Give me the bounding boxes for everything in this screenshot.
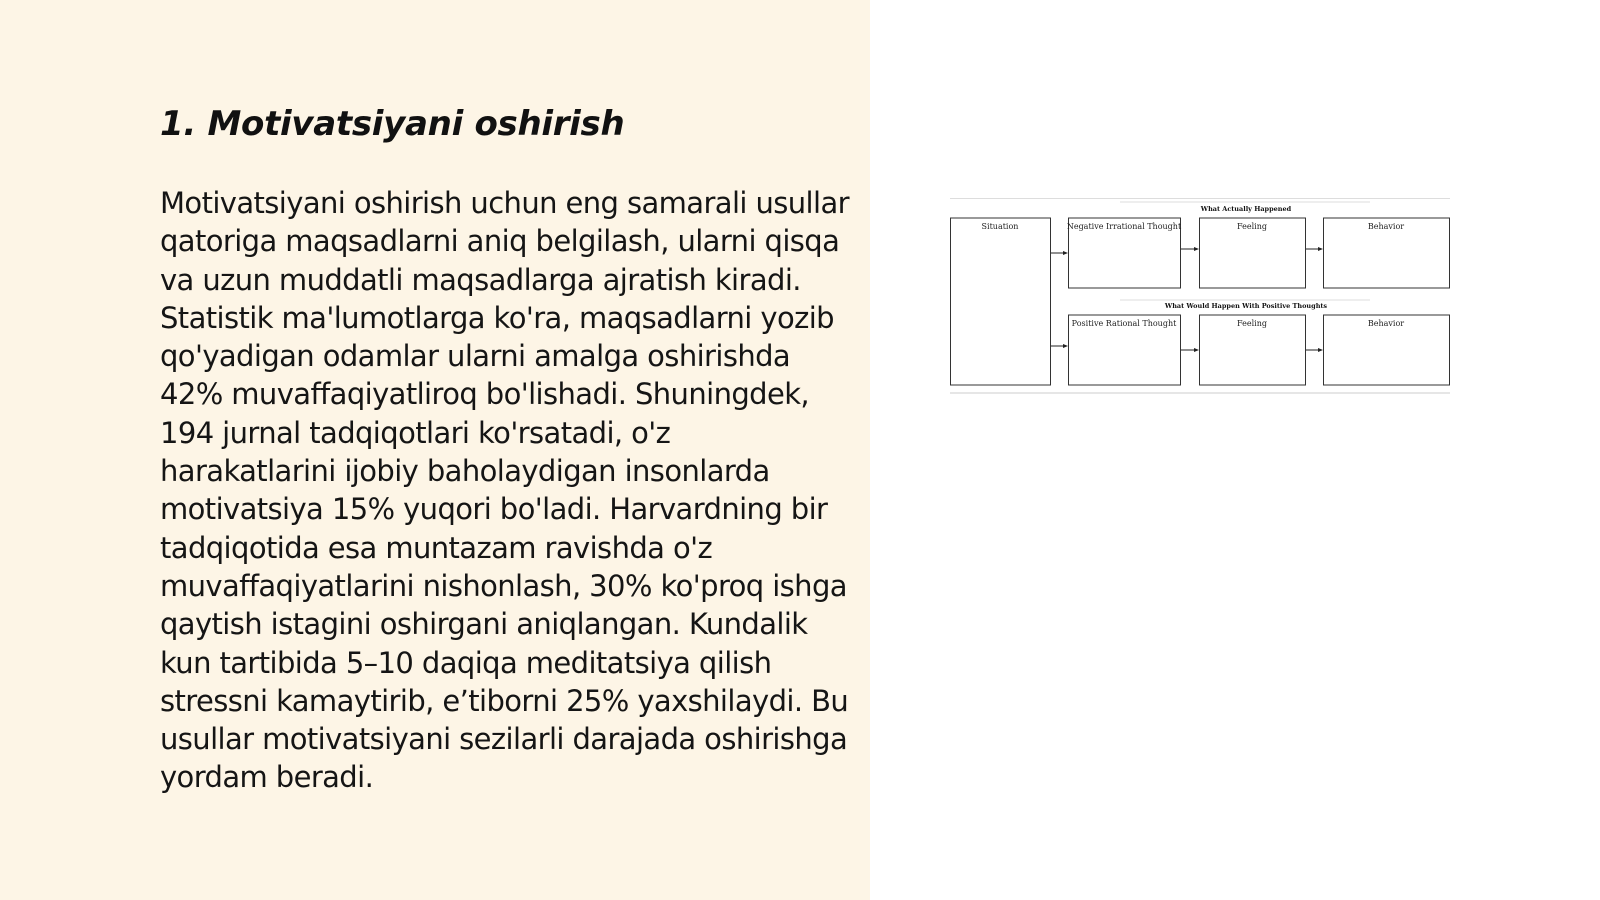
top-behavior-label: Behavior xyxy=(1367,222,1405,231)
bottom-behavior-label: Behavior xyxy=(1367,319,1405,328)
arrow-top-thought-to-feeling xyxy=(1181,247,1199,251)
bottom-thought-label: Positive Rational Thought xyxy=(1071,319,1177,328)
slide-body-text: Motivatsiyani oshirish uchun eng samarali usullar qatoriga maqsadlarni aniq belgilash, ularni qisqa va uzun muddatli maqsadlarga ajratish kiradi. Statistik ma'lumotlarga ko'ra, maqsadlarni yozib qo'yadigan odamlar ularni amalga oshirishda 42% muvaffaqiyatliroq bo'lishadi. Shuningdek, 194 jurnal tadqiqotlari ko'rsatadi, o'z harakatlarini ijobiy baholaydigan insonlarda motivatsiya 15% yuqori bo'ladi. Harvardning bir tadqiqotida esa muntazam ravishda o'z muvaffaqiyatlarini nishonlash, 30% ko'proq ishga qaytish istagini oshirgani aniqlangan. Kundalik kun tartibida 5–10 daqiqa meditatsiya qilish stressni kamaytirib, e’tiborni 25% yaxshilaydi. Bu usullar motivatsiyani sezilarli darajada oshirishga yordam beradi. xyxy=(160,186,849,795)
thought-diagram xyxy=(950,198,1450,394)
situation-box xyxy=(951,218,1051,385)
slide-title: 1. Motivatsiyani oshirish xyxy=(160,104,625,144)
arrow-situation-to-top xyxy=(1051,251,1068,255)
top-feeling-label: Feeling xyxy=(1237,222,1267,231)
top-thought-label: Negative Irrational Thought xyxy=(1066,222,1182,231)
situation-label: Situation xyxy=(981,222,1019,231)
arrow-top-feeling-to-behavior xyxy=(1306,247,1323,251)
bottom-header: What Would Happen With Positive Thoughts xyxy=(1164,302,1328,310)
arrow-bottom-feeling-to-behavior xyxy=(1306,348,1323,352)
arrow-bottom-thought-to-feeling xyxy=(1181,348,1199,352)
bottom-feeling-label: Feeling xyxy=(1237,319,1267,328)
top-header: What Actually Happened xyxy=(1200,205,1292,213)
arrow-situation-to-bottom xyxy=(1051,344,1068,348)
